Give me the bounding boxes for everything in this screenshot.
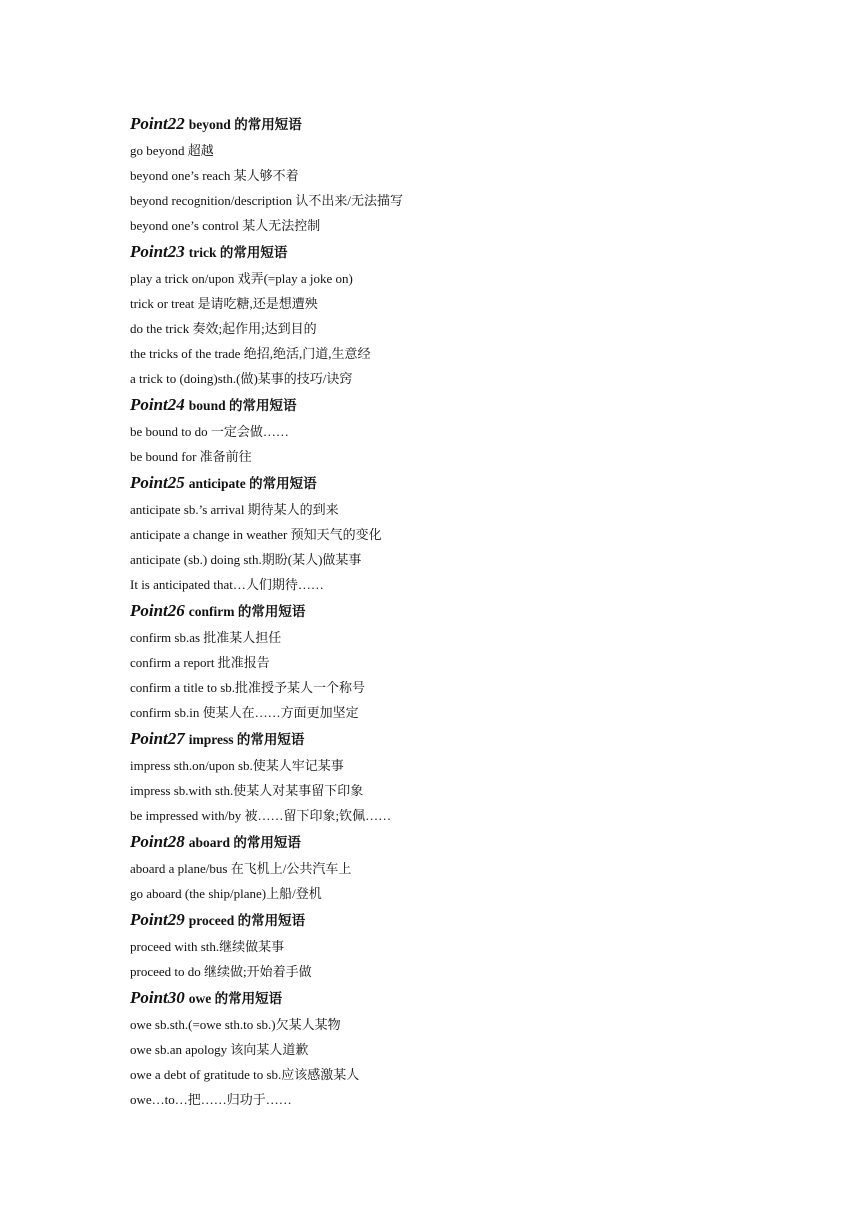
phrase-line: owe sb.sth.(=owe sth.to sb.)欠某人某物 (130, 1017, 341, 1032)
phrase-line: do the trick 奏效;起作用;达到目的 (130, 321, 317, 336)
phrase-line: confirm a report 批准报告 (130, 655, 270, 670)
phrase-line: confirm sb.as 批准某人担任 (130, 630, 282, 645)
phrase-line: be bound to do 一定会做…… (130, 424, 289, 439)
point-number: Point24 (130, 395, 185, 414)
phrase-line: anticipate sb.’s arrival 期待某人的到来 (130, 502, 339, 517)
phrase-line: owe sb.an apology 该向某人道歉 (130, 1042, 309, 1057)
phrase-line: anticipate a change in weather 预知天气的变化 (130, 527, 382, 542)
section-heading (130, 110, 770, 138)
section-heading (130, 597, 770, 625)
point-number: Point26 (130, 601, 185, 620)
phrase-line: aboard a plane/bus 在飞机上/公共汽车上 (130, 861, 352, 876)
phrase-line: confirm sb.in 使某人在……方面更加坚定 (130, 705, 359, 720)
document-page (130, 110, 770, 1112)
phrase-line: impress sb.with sth.使某人对某事留下印象 (130, 783, 364, 798)
point-number: Point30 (130, 988, 185, 1007)
phrase-line: owe a debt of gratitude to sb.应该感激某人 (130, 1067, 360, 1082)
phrase-line: It is anticipated that…人们期待…… (130, 577, 324, 592)
phrase-line: a trick to (doing)sth.(做)某事的技巧/诀窍 (130, 371, 353, 386)
heading-text: impress 的常用短语 (188, 732, 305, 747)
phrase-section (130, 469, 770, 597)
phrase-section (130, 391, 770, 469)
point-number: Point27 (130, 729, 185, 748)
phrase-line: beyond one’s reach 某人够不着 (130, 168, 299, 183)
heading-text: aboard 的常用短语 (188, 835, 301, 850)
section-heading (130, 725, 770, 753)
phrase-section (130, 597, 770, 725)
point-number: Point23 (130, 242, 185, 261)
heading-text: beyond 的常用短语 (188, 117, 302, 132)
phrase-line: proceed with sth.继续做某事 (130, 939, 285, 954)
heading-text: owe 的常用短语 (188, 991, 283, 1006)
phrase-line: go beyond 超越 (130, 143, 214, 158)
phrase-line: go aboard (the ship/plane)上船/登机 (130, 886, 322, 901)
phrase-line: confirm a title to sb.批准授予某人一个称号 (130, 680, 366, 695)
section-heading (130, 828, 770, 856)
phrase-line: trick or treat 是请吃糖,还是想遭殃 (130, 296, 318, 311)
point-number: Point22 (130, 114, 185, 133)
phrase-line: be impressed with/by 被……留下印象;钦佩…… (130, 808, 392, 823)
heading-text: bound 的常用短语 (188, 398, 297, 413)
phrase-section (130, 906, 770, 984)
heading-text: trick 的常用短语 (188, 245, 288, 260)
phrase-section (130, 110, 770, 238)
phrase-section (130, 725, 770, 828)
section-heading (130, 906, 770, 934)
heading-text: anticipate 的常用短语 (188, 476, 317, 491)
phrase-line: proceed to do 继续做;开始着手做 (130, 964, 312, 979)
phrase-line: be bound for 准备前往 (130, 449, 252, 464)
section-heading (130, 238, 770, 266)
heading-text: proceed 的常用短语 (188, 913, 306, 928)
phrase-line: impress sth.on/upon sb.使某人牢记某事 (130, 758, 344, 773)
point-number: Point25 (130, 473, 185, 492)
point-number: Point29 (130, 910, 185, 929)
section-heading (130, 469, 770, 497)
phrase-section (130, 984, 770, 1112)
section-heading (130, 391, 770, 419)
phrase-section (130, 828, 770, 906)
heading-text: confirm 的常用短语 (188, 604, 306, 619)
section-heading (130, 984, 770, 1012)
phrase-line: beyond one’s control 某人无法控制 (130, 218, 321, 233)
phrase-section (130, 238, 770, 391)
phrase-line: anticipate (sb.) doing sth.期盼(某人)做某事 (130, 552, 362, 567)
phrase-line: the tricks of the trade 绝招,绝活,门道,生意经 (130, 346, 371, 361)
phrase-line: play a trick on/upon 戏弄(=play a joke on) (130, 271, 353, 286)
point-number: Point28 (130, 832, 185, 851)
phrase-line: owe…to…把……归功于…… (130, 1092, 292, 1107)
phrase-line: beyond recognition/description 认不出来/无法描写 (130, 193, 403, 208)
